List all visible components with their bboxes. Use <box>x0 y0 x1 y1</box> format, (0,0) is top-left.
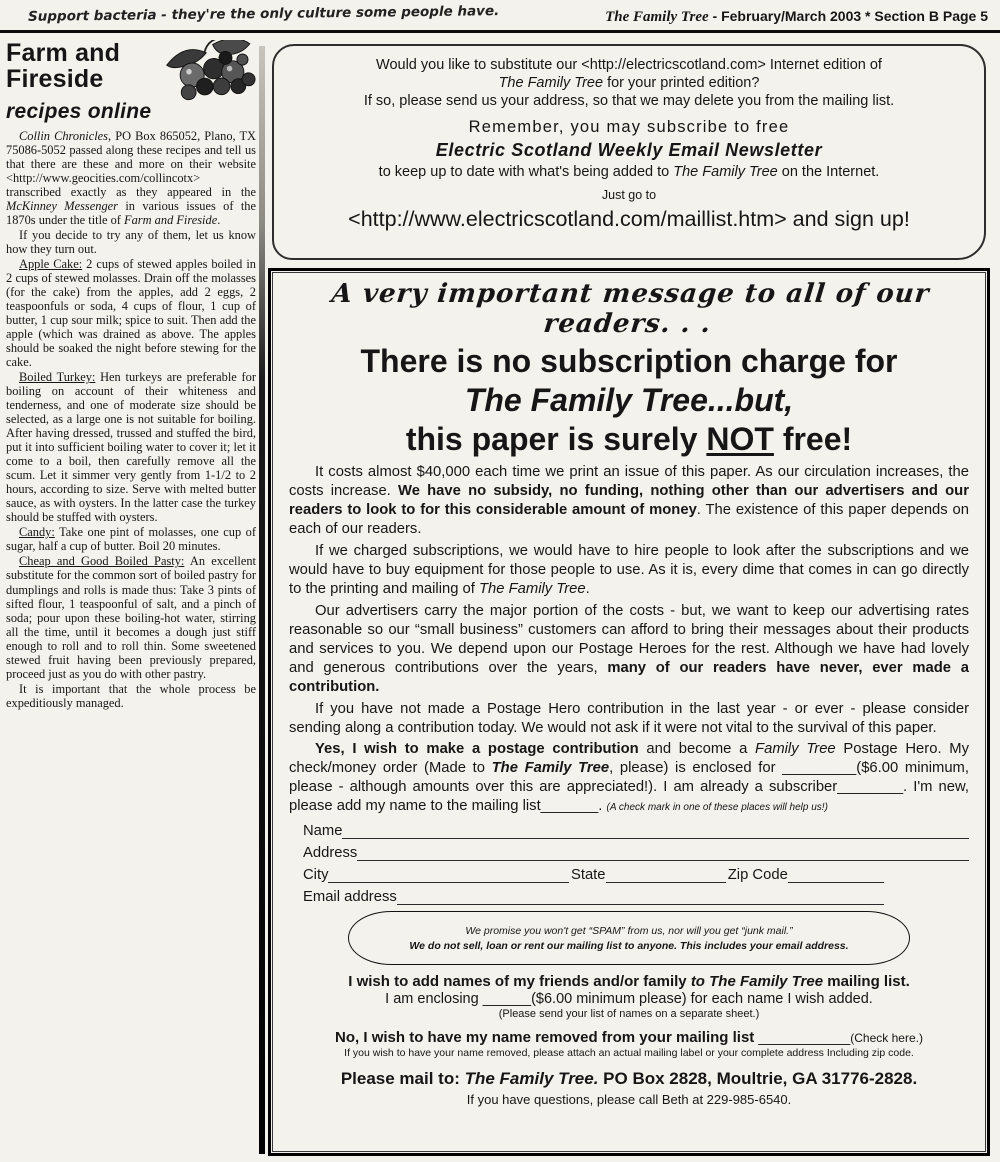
intro-paragraph: Collin Chronicles, PO Box 865052, Plano, TX 75086-5052 passed along these recipes and tell us that there are these and more on their website <http://www.geocities.com/collincotx> transcribed exactly as they appeared in the McKinney Messenger in various issues of the 1870s under the title of Farm and Fireside. <box>6 129 256 228</box>
article-title-line1: Farm and <box>6 40 121 67</box>
pledge-paragraph: Yes, I wish to make a postage contribution and become a Family Tree Postage Hero. My check/money order (Made to The Family Tree, please) is enclosed for _________($6.00 minimum, please - although amounts over this are appreciated!). I am already a subscriber________. I'm new, please add my name to the mailing list_______. (A check mark in one of these places will help us!) <box>289 741 969 815</box>
substitute-line1: Would you like to substitute our <http://electricscotland.com> Internet edition of <box>376 57 882 73</box>
article-title-line2: Fireside <box>6 65 104 93</box>
remove-name-line: No, I wish to have my name removed from your mailing list ___________(Check here.) <box>335 1029 923 1047</box>
city-label: City <box>303 867 329 884</box>
postage-hero-paragraph: If you have not made a Postage Hero contribution in the last year - or ever - please consider sending along a contribution today. We would not ask if it were not vital to the survival of this paper. <box>289 700 969 736</box>
name-label: Name <box>303 823 343 840</box>
promise-oval <box>348 911 910 965</box>
form-line-name <box>301 819 969 839</box>
recipe-apple-cake: Apple Cake: 2 cups of stewed apples boiled in 2 cups of stewed molasses. Drain off the molasses (for the cake) from the apples, add 2 eggs, 2 teaspoonfuls or soda, 4 cups of flour, 1 cup of butter, 1 cup sour milk; spice to suit. Then add the apple (which was drained as above. The apples should be soaked the night before stewing for the cake. <box>6 257 256 370</box>
mail-to-line: Please mail to: The Family Tree. PO Box 2828, Moultrie, GA 31776-2828. <box>340 1069 918 1089</box>
advertisers-paragraph: Our advertisers carry the major portion of the costs - but, we want to keep our advertising rates reasonable so our “small business” customers can afford to bring their messages about their products and services to you. We depend upon our Postage Heroes for the rest. Although we have had lovely and generous contributions over the years, many of our readers have never, ever made a contribution. <box>289 602 970 695</box>
column-divider <box>259 46 265 1154</box>
magazine-name: McKinney Messenger <box>6 199 118 214</box>
subscription-message-box <box>268 268 990 1156</box>
address-label: Address <box>303 845 358 862</box>
state-blank <box>606 867 726 883</box>
add-names-heading: I wish to add names of my friends and/or family to The Family Tree mailing list. <box>348 973 910 991</box>
recipe-boiled-turkey: Boiled Turkey: Hen turkeys are preferable for boiling on account of their whiteness and tenderness, and one of moderate size should be selected, as a large one is not suitable for boiling. After having dressed, trussed and stuffed the bird, put it into sufficient boiling water to cover it; let it come to a boil, then carefully remove all the scum. Let it simmer very gently from 1-1/2 to 2 hours, according to size. Serve with melted butter sauce, as with oysters. In the latter case the turkey should be stuffed with oysters. <box>6 370 256 525</box>
publication-title: The Family Tree <box>605 9 709 25</box>
zip-label: Zip Code <box>727 867 788 884</box>
address-blank <box>357 845 969 861</box>
not-emphasis: NOT <box>706 421 774 458</box>
farm-and-fireside-article <box>6 40 256 1156</box>
newsletter-name: Electric Scotland Weekly Email Newsletter <box>435 140 823 160</box>
article-subtitle: recipes online <box>6 100 152 123</box>
headline-line2: The Family Tree...but, <box>464 382 794 419</box>
remove-name-note: If you wish to have your name removed, please attach an actual mailing label or your complete address Including zip code. <box>344 1047 914 1060</box>
no-sell-line: We do not sell, loan or rent our mailing list to anyone. This includes your email address. <box>409 939 849 952</box>
check-mark-note: (A check mark in one of these places will help us!) <box>606 802 828 814</box>
electricscotland-url: <http://electricscotland.com> <box>581 57 766 73</box>
no-spam-line: We promise you won't get “SPAM” from us, nor will you get “junk mail.” <box>465 924 793 937</box>
recipe-candy: Candy: Take one pint of molasses, one cup of sugar, half a cup of butter. Boil 20 minutes. <box>6 525 256 554</box>
remember-line: Remember, you may subscribe to free <box>468 118 790 136</box>
geocities-url: <http://www.geocities.com/collincotx> <box>6 171 201 186</box>
recipe-title: Cheap and Good Boiled Pasty: <box>19 554 185 569</box>
email-label: Email address <box>303 889 397 906</box>
keep-up-line: to keep up to date with what's being added to The Family Tree on the Internet. <box>378 164 880 180</box>
family-tree-name: The Family Tree. <box>464 1069 599 1089</box>
recipe-boiled-pasty: Cheap and Good Boiled Pasty: An excellent substitute for the common sort of boiled pastry for dumplings and rolls is made thus: Take 3 pints of sifted flour, 1 teaspoonful of salt, and a pinch of soda; pour upon these boiling-hot water, stirring all the time, until it becomes a dough just stiff enough to roll and to roll thin. Some sweetened stewed fruit having been previously prepared, proceed just as you do with other pastry. <box>6 554 256 681</box>
substitute-line2: The Family Tree for your printed edition? <box>498 75 760 91</box>
article-header <box>6 40 256 98</box>
mailing-form <box>301 819 969 905</box>
form-line-email <box>301 885 969 905</box>
headline-line1: There is no subscription charge for <box>360 343 898 379</box>
name-blank <box>342 823 969 839</box>
page-header <box>0 0 1000 30</box>
headline-line3: this paper is surely NOT free! <box>405 421 853 458</box>
recipe-title: Boiled Turkey: <box>19 370 96 385</box>
just-go-to-line: Just go to <box>601 188 657 202</box>
form-line-address <box>301 841 969 861</box>
publication-date: - February/March 2003 * Section B <box>708 8 943 24</box>
electric-scotland-notice <box>272 44 986 260</box>
source-name: Collin Chronicles <box>19 129 109 143</box>
form-line-city-state-zip <box>301 863 969 883</box>
email-blank <box>397 889 884 905</box>
maillist-signup-line: <http://www.electricscotland.com/maillist.htm> and sign up! <box>348 207 910 231</box>
city-blank <box>328 867 568 883</box>
script-heading: A very important message to all of our readers. . . <box>330 279 931 339</box>
maillist-url: <http://www.electricscotland.com/maillist.htm> <box>348 207 787 231</box>
recipe-title: Candy: <box>19 525 55 540</box>
substitute-line3: If so, please send us your address, so that we may delete you from the mailing list. <box>363 93 895 109</box>
closing-paragraph: It is important that the whole process be expeditiously managed. <box>6 681 256 710</box>
series-name: Farm and Fireside <box>124 213 218 228</box>
publication-info <box>605 8 988 26</box>
zip-blank <box>788 867 884 883</box>
add-names-enclosing: I am enclosing ______($6.00 minimum please) for each name I wish added. <box>385 991 873 1008</box>
recipe-title: Apple Cake: <box>19 257 83 272</box>
page-number: Page 5 <box>942 8 988 24</box>
remove-blank: ___________ <box>754 1029 851 1047</box>
header-rule <box>0 30 1000 33</box>
questions-line: If you have questions, please call Beth at 229-985-6540. <box>466 1092 792 1108</box>
subscriptions-paragraph: If we charged subscriptions, we would have to hire people to look after the subscriptions and we would have to buy equipment for those people to use. As it is, every dime that comes in can go directly to the printing and mailing of The Family Tree. <box>289 543 969 597</box>
costs-paragraph: It costs almost $40,000 each time we print an issue of this paper. As our circulation increases, the costs increase. We have no subsidy, no funding, nothing other than our advertisers and our readers to look to for this considerable amount of money. The existence of this paper depends on each of our readers. <box>289 464 969 538</box>
article-body <box>6 129 256 710</box>
state-label: State <box>570 867 606 884</box>
fruit-cluster-image <box>156 40 256 112</box>
header-joke: Support bacteria - they're the only culture some people have. <box>27 3 500 25</box>
add-names-note: (Please send your list of names on a separate sheet.) <box>498 1008 760 1021</box>
check-here-label: (Check here.) <box>850 1031 923 1046</box>
try-them-paragraph: If you decide to try any of them, let us know how they turn out. <box>6 228 256 257</box>
